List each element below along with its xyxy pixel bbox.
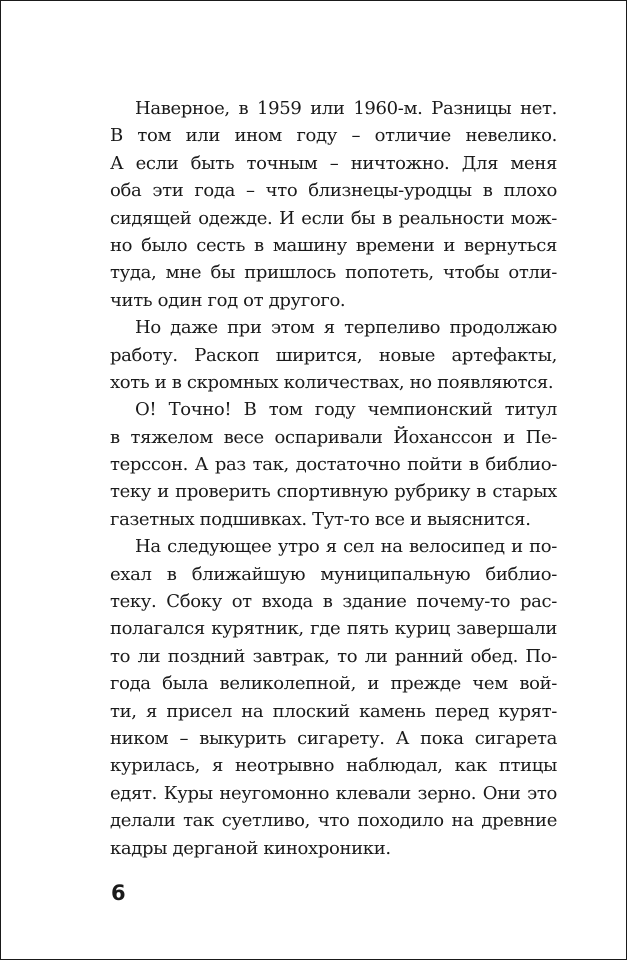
paragraph bbox=[110, 314, 557, 396]
text-line: хоть и в скромных количествах, но появляются. bbox=[110, 371, 554, 393]
text-line: терссон. А раз так, достаточно пойти в библио- bbox=[110, 454, 557, 476]
text-line: газетных подшивках. Тут-то все и выяснится. bbox=[110, 508, 531, 530]
text-line: чить один год от другого. bbox=[110, 289, 346, 311]
text-line: курилась, я неотрывно наблюдал, как птицы bbox=[110, 755, 557, 777]
text-line: теку и проверить спортивную рубрику в старых bbox=[110, 481, 557, 503]
text-line: но было сесть в машину времени и вернуться bbox=[110, 234, 557, 256]
text-line: то ли поздний завтрак, то ли ранний обед. По- bbox=[110, 645, 557, 667]
text-line: Наверное, в 1959 или 1960-м. Разницы нет. bbox=[135, 98, 557, 119]
text-line: полагался курятник, где пять куриц завершали bbox=[110, 618, 557, 640]
text-line: О! Точно! В том году чемпионский титул bbox=[135, 399, 557, 421]
text-line: в тяжелом весе оспаривали Йохансcон и Пе- bbox=[110, 426, 557, 448]
text-line: сидящей одежде. И если бы в реальности мож- bbox=[110, 207, 557, 229]
paragraph bbox=[110, 396, 557, 533]
paragraph bbox=[110, 95, 557, 314]
text-line: ехал в ближайшую муниципальную библио- bbox=[110, 563, 557, 585]
paragraph bbox=[110, 533, 557, 862]
text-line: делали так суетливо, что походило на древние bbox=[110, 810, 557, 832]
text-line: едят. Куры неугомонно клевали зерно. Они это bbox=[110, 782, 557, 804]
text-line: А если быть точным – ничтожно. Для меня bbox=[110, 152, 557, 174]
text-line: Но даже при этом я терпеливо продолжаю bbox=[135, 317, 557, 339]
text-line: оба эти года – что близнецы-уродцы в плохо bbox=[110, 180, 557, 202]
text-line: работу. Раскоп ширится, новые артефакты, bbox=[110, 344, 557, 366]
text-line: На следующее утро я сел на велосипед и по- bbox=[135, 536, 557, 558]
text-line: туда, мне бы пришлось попотеть, чтобы отли- bbox=[110, 262, 557, 284]
text-line: ником – выкурить сигарету. А пока сигарета bbox=[110, 727, 557, 749]
text-line: кадры дерганой кинохроники. bbox=[110, 837, 391, 859]
text-line: В том или ином году – отличие невелико. bbox=[110, 125, 557, 147]
body-text bbox=[110, 95, 557, 862]
text-line: теку. Сбоку от входа в здание почему-то рас- bbox=[110, 591, 557, 613]
page-number: 6 bbox=[111, 881, 126, 905]
text-line: ти, я присел на плоский камень перед курят- bbox=[110, 700, 557, 722]
text-line: года была великолепной, и прежде чем вой- bbox=[110, 673, 557, 695]
